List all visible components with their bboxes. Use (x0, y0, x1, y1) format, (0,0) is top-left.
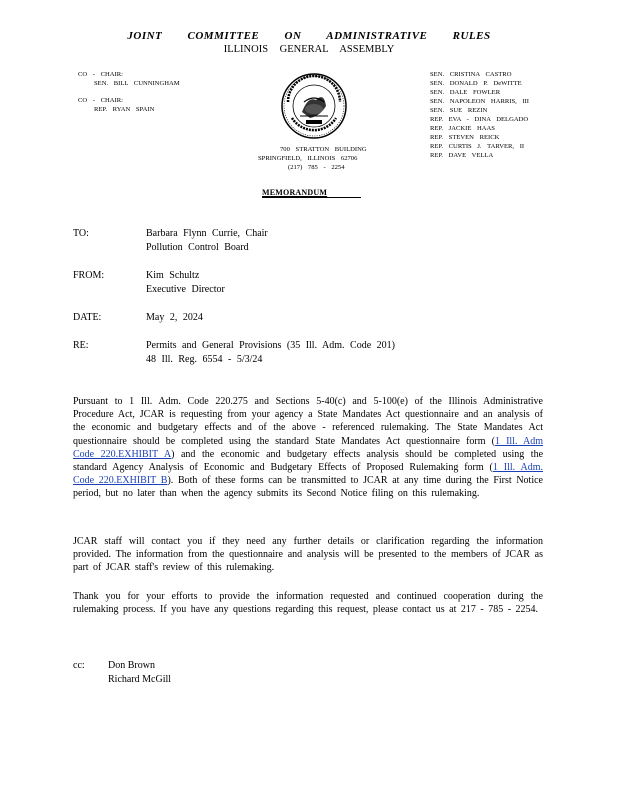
member-name: SEN. CRISTINA CASTRO (430, 71, 512, 78)
address-block (258, 145, 367, 172)
phone-line: (217) 785 - 2254 (288, 164, 345, 171)
member-name: SEN. DALE FOWLER (430, 89, 501, 96)
co-chair-role: CO - CHAIR: (78, 97, 123, 104)
cc-name: Richard McGill (108, 674, 172, 685)
paragraph-text: ) and the economic and budgetary effects analysis should be completed using the standard Agency Analysis of Economic and Budgetary Effects of Proposed Rulemaking form ( (73, 448, 544, 474)
re-subject (146, 339, 395, 367)
thank-you-paragraph: Thank you for your efforts to provide the information requested and continued cooperation during the rulemaking process. If you have any questions regarding this request, please contact us at 217 - 785 - 2254. (73, 591, 543, 616)
committee-title: JOINT COMMITTEE ON ADMINISTRATIVE RULES (127, 30, 491, 42)
recipient-name: Barbara Flynn Currie, Chair (146, 228, 268, 239)
member-name: REP. DAVE VELLA (430, 152, 494, 159)
member-name: REP. CURTIS J. TARVER, II (430, 143, 525, 150)
co-chairs-block (78, 70, 180, 114)
co-chair-name: SEN. BILL CUNNINGHAM (94, 80, 180, 87)
member-name: REP. STEVEN REICK (430, 134, 500, 141)
request-paragraph (73, 395, 543, 501)
to-label: TO: (73, 228, 89, 239)
from-label: FROM: (73, 270, 105, 281)
member-name: REP. JACKIE HAAS (430, 125, 495, 132)
paragraph-text: ). Both of these forms can be transmitted to JCAR at any time during the First Notice period, but no later than when the agency submits its Second Notice filing on this rulemaking. (73, 475, 543, 500)
sender-name: Kim Schultz (146, 270, 200, 281)
members-list (430, 70, 529, 160)
cc-name: Don Brown (108, 660, 155, 671)
sender-title: Executive Director (146, 284, 225, 295)
to-recipient (146, 227, 268, 255)
cc-list (108, 659, 171, 687)
co-chair-name: REP. RYAN SPAIN (94, 106, 155, 113)
cc-label: cc: (73, 660, 85, 671)
address-line: SPRINGFIELD, ILLINOIS 62706 (258, 155, 358, 162)
member-name: SEN. SUE REZIN (430, 107, 488, 114)
member-name: SEN. NAPOLEON HARRIS, III (430, 98, 530, 105)
member-name: REP. EVA - DINA DELGADO (430, 116, 529, 123)
assembly-subtitle: ILLINOIS GENERAL ASSEMBLY (223, 44, 395, 55)
recipient-org: Pollution Control Board (146, 242, 249, 253)
paragraph-text: Pursuant to 1 Ill. Adm. Code 220.275 and Sections 5-40(c) and 5-100(e) of the Illinois Administrative Procedure Act, JCAR is requesting from your agency a State Mandates Act questionnaire and an analysis of the economic and budgetary effects and of the above - referenced rulemaking. The State Mandates Act questionnaire should be completed using the standard State Mandates Act questionnaire form ( (73, 396, 543, 447)
staff-contact-paragraph: JCAR staff will contact you if they need any further details or clarification regarding the information provided. The information from the questionnaire and analysis will be presented to the members of JCAR as part of JCAR staff's review of this rulemaking. (73, 536, 543, 574)
memorandum-label: MEMORANDUM (262, 188, 361, 198)
date-label: DATE: (73, 312, 102, 323)
member-name: SEN. DONALD P. DeWITTE (430, 80, 522, 87)
co-chair-role: CO - CHAIR: (78, 71, 123, 78)
re-line: Permits and General Provisions (35 Ill. Adm. Code 201) (146, 340, 395, 351)
date-value: May 2, 2024 (146, 312, 203, 323)
exhibit-a-link[interactable]: 1 Ill. Adm Code 220.EXHIBIT A (73, 435, 543, 460)
exhibit-b-link[interactable]: 1 Ill. Adm. Code 220.EXHIBIT B (73, 462, 543, 487)
state-seal-icon (280, 72, 348, 140)
re-line: 48 Ill. Reg. 6554 - 5/3/24 (146, 354, 263, 365)
from-sender (146, 269, 225, 297)
address-line: 700 STRATTON BUILDING (280, 146, 367, 153)
re-label: RE: (73, 340, 89, 351)
